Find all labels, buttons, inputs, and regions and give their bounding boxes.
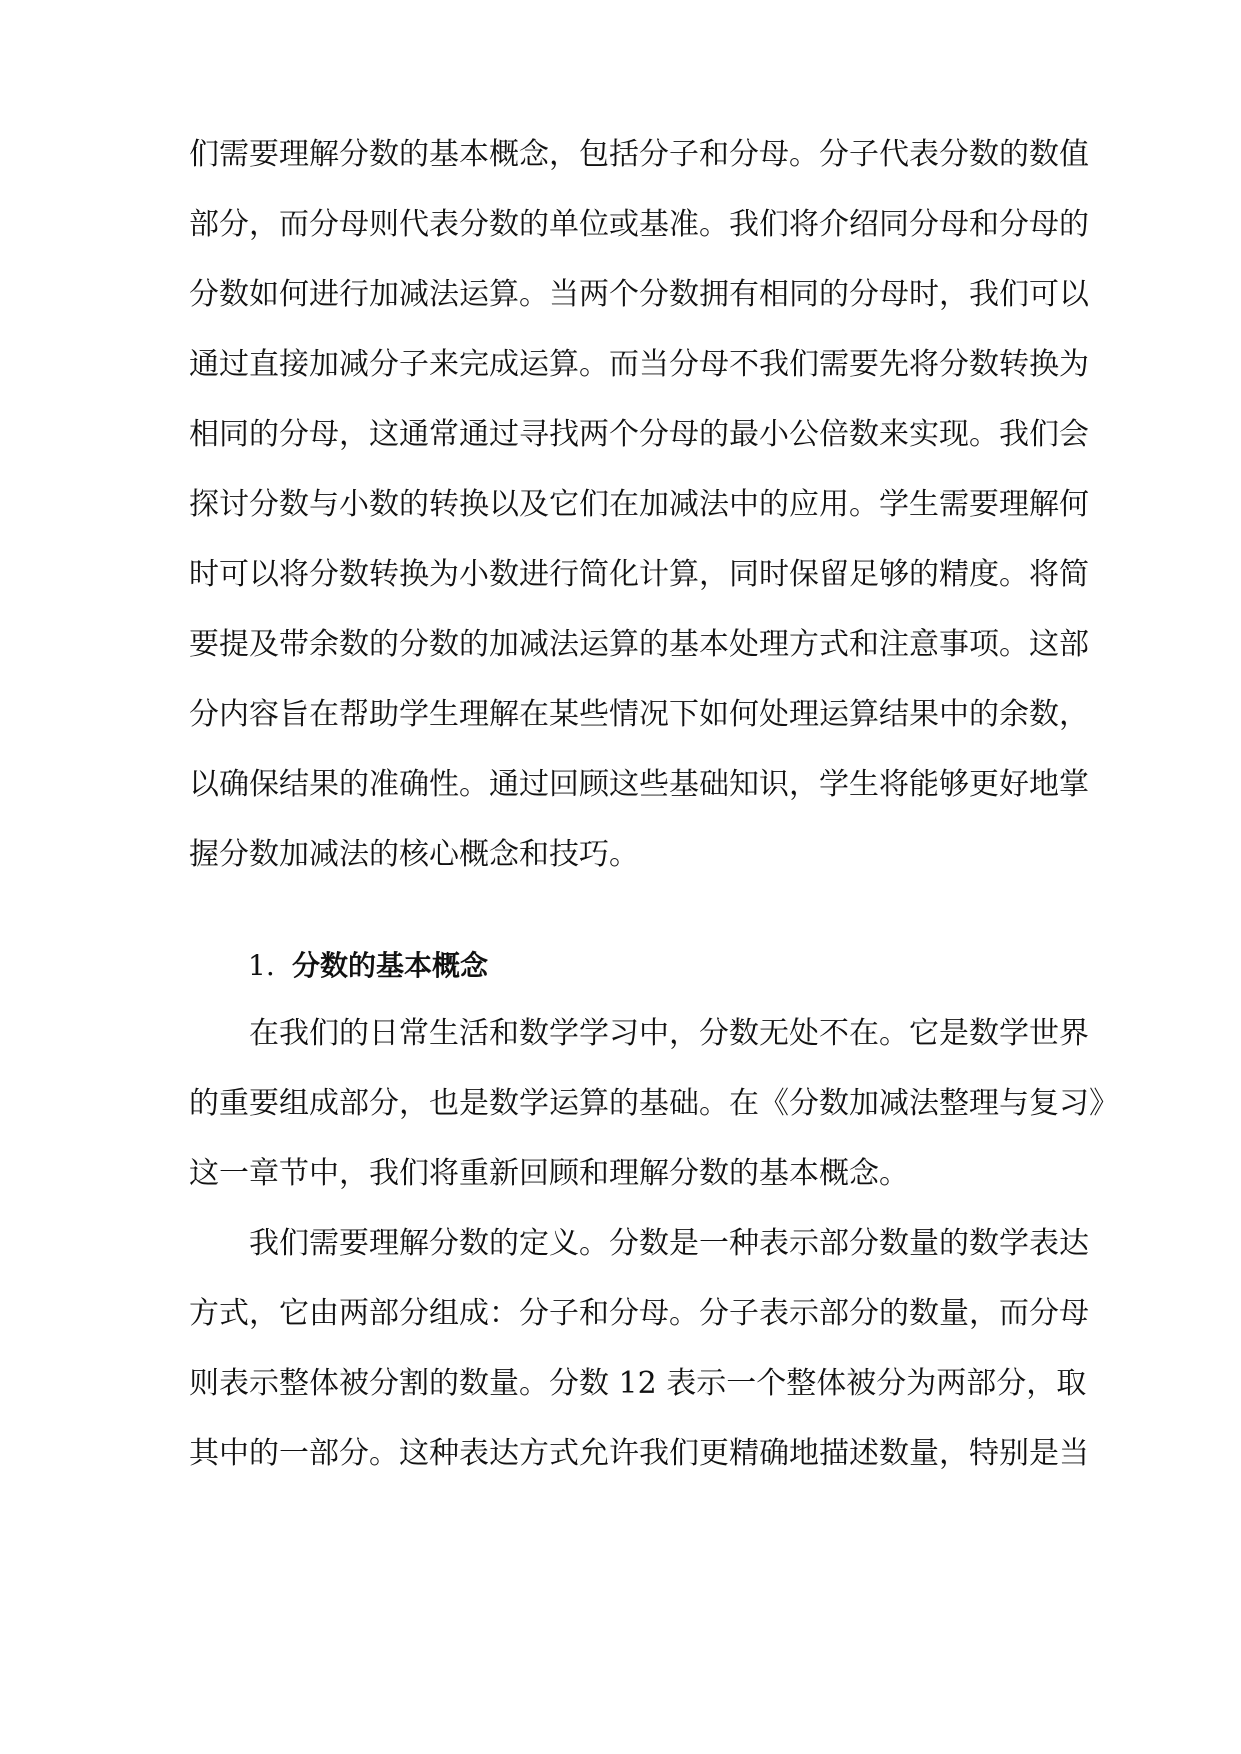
paragraph-1-line-5: 相同的分母，这通常通过寻找两个分母的最小公倍数来实现。我们会 [189,417,1089,452]
paragraph-2-line-3: 这一章节中，我们将重新回顾和理解分数的基本概念。 [189,1156,909,1191]
section-heading [248,946,1128,986]
paragraph-1-line-6: 探讨分数与小数的转换以及它们在加减法中的应用。学生需要理解何 [189,487,1089,522]
paragraph-2-line-2: 的重要组成部分，也是数学运算的基础。在《分数加减法整理与复习》 [189,1086,1119,1121]
paragraph-3-line-1: 我们需要理解分数的定义。分数是一种表示部分数量的数学表达 [249,1226,1089,1261]
paragraph-1-line-1: 们需要理解分数的基本概念，包括分子和分母。分子代表分数的数值 [189,137,1089,172]
paragraph-1-line-3: 分数如何进行加减法运算。当两个分数拥有相同的分母时，我们可以 [189,277,1089,312]
paragraph-1-line-10: 以确保结果的准确性。通过回顾这些基础知识，学生将能够更好地掌 [189,767,1089,802]
paragraph-3-line-3: 则表示整体被分割的数量。分数 12 表示一个整体被分为两部分，取 [189,1366,1087,1401]
paragraph-1-line-11: 握分数加减法的核心概念和技巧。 [189,837,639,872]
section-number: 1. [248,949,275,982]
paragraph-1-line-9: 分内容旨在帮助学生理解在某些情况下如何处理运算结果中的余数， [189,697,1089,732]
paragraph-1-line-7: 时可以将分数转换为小数进行简化计算，同时保留足够的精度。将简 [189,557,1089,592]
paragraph-3-line-4: 其中的一部分。这种表达方式允许我们更精确地描述数量，特别是当 [189,1436,1089,1471]
paragraph-3-line-2: 方式，它由两部分组成：分子和分母。分子表示部分的数量，而分母 [189,1296,1089,1331]
paragraph-1-line-8: 要提及带余数的分数的加减法运算的基本处理方式和注意事项。这部 [189,627,1089,662]
paragraph-1-line-2: 部分，而分母则代表分数的单位或基准。我们将介绍同分母和分母的 [189,207,1089,242]
paragraph-1-line-4: 通过直接加减分子来完成运算。而当分母不我们需要先将分数转换为 [189,347,1089,382]
paragraph-2-line-1: 在我们的日常生活和数学学习中，分数无处不在。它是数学世界 [249,1016,1089,1051]
section-title: 分数的基本概念 [292,949,489,982]
